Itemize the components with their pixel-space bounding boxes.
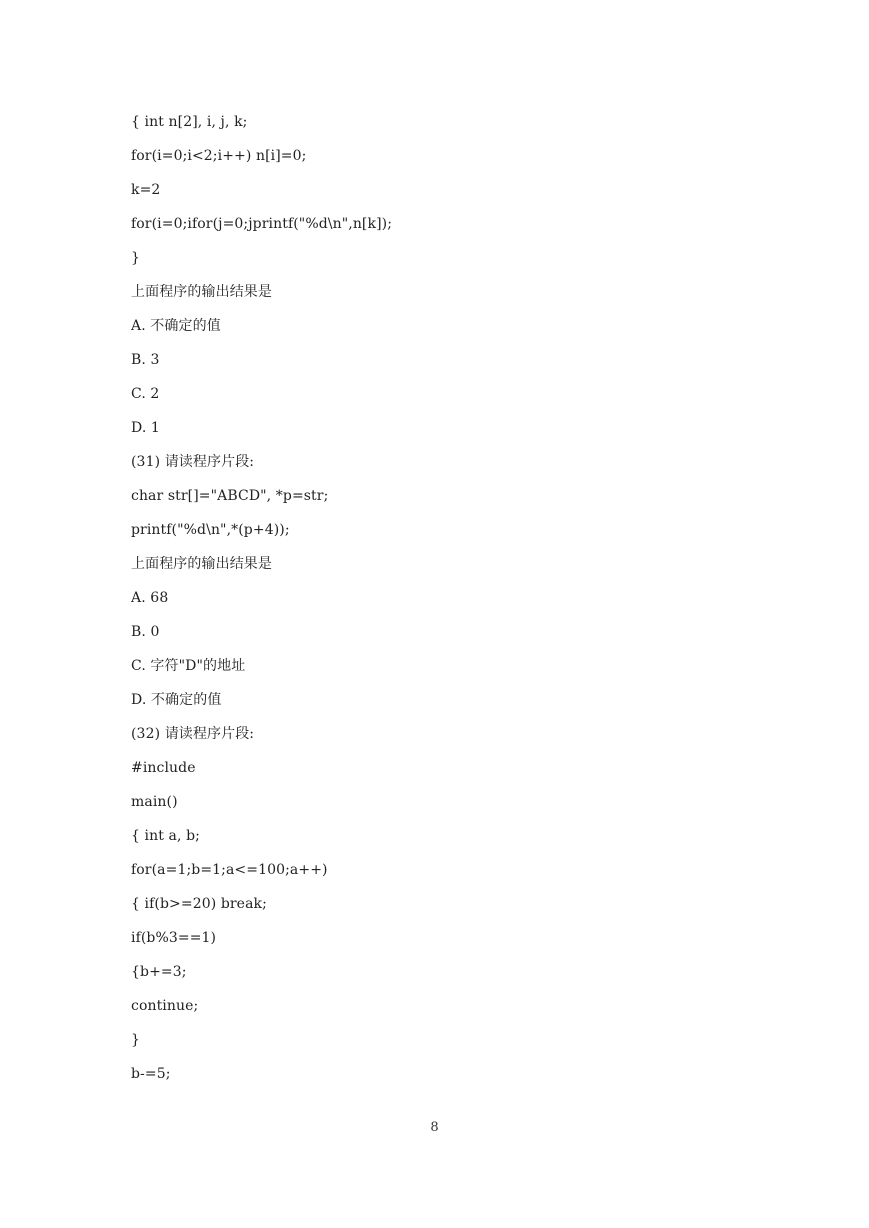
question-heading: (31) 请读程序片段: — [131, 454, 255, 470]
text-line: { int a, b; — [131, 828, 200, 844]
text-line: { if(b>=20) break; — [131, 896, 267, 912]
text-line: {b+=3; — [131, 964, 187, 980]
answer-option: B. 0 — [131, 624, 160, 640]
question-heading: (32) 请读程序片段: — [131, 726, 255, 742]
text-line: main() — [131, 794, 178, 810]
answer-option: D. 不确定的值 — [131, 692, 222, 708]
page-number: 8 — [430, 1120, 439, 1135]
text-line: b-=5; — [131, 1066, 171, 1082]
text-line: if(b%3==1) — [131, 930, 217, 946]
question-prompt: 上面程序的输出结果是 — [131, 284, 272, 300]
text-line: for(a=1;b=1;a<=100;a++) — [131, 862, 328, 878]
question-prompt: 上面程序的输出结果是 — [131, 556, 272, 572]
text-line: printf("%d\n",*(p+4)); — [131, 522, 290, 538]
answer-option: B. 3 — [131, 352, 160, 368]
text-line: char str[]="ABCD", *p=str; — [131, 488, 329, 504]
text-line: k=2 — [131, 182, 161, 198]
answer-option: D. 1 — [131, 420, 160, 436]
text-line: } — [131, 250, 141, 266]
text-line: continue; — [131, 998, 199, 1014]
text-line: { int n[2], i, j, k; — [131, 114, 248, 130]
answer-option: C. 字符"D"的地址 — [131, 658, 246, 674]
text-line: for(i=0;i<2;i++) n[i]=0; — [131, 148, 307, 164]
answer-option: A. 不确定的值 — [131, 318, 221, 334]
document-text — [131, 112, 811, 1098]
text-line: } — [131, 1032, 141, 1048]
text-line: #include — [131, 760, 196, 776]
answer-option: C. 2 — [131, 386, 160, 402]
answer-option: A. 68 — [131, 590, 169, 606]
text-line: for(i=0;ifor(j=0;jprintf("%d\n",n[k]); — [131, 216, 393, 232]
